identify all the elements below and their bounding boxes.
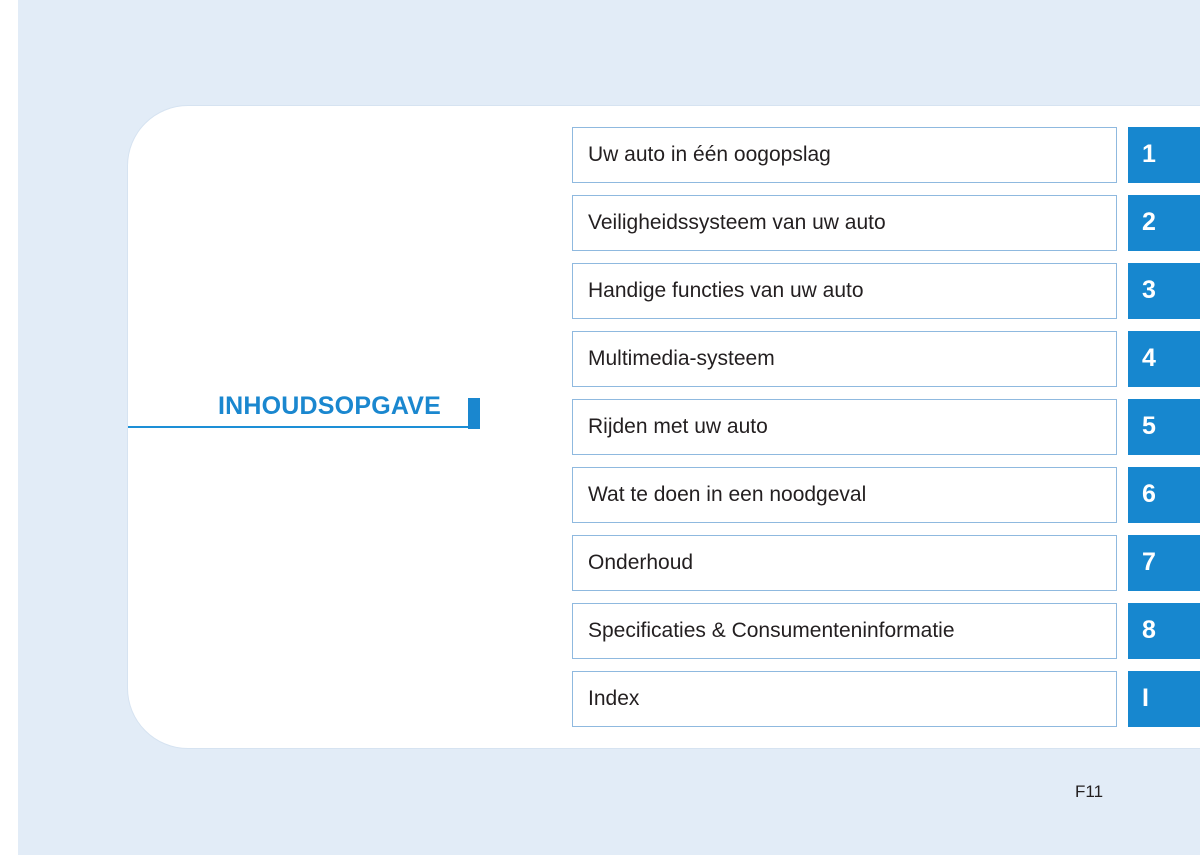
- toc-item-index[interactable]: [572, 671, 1200, 727]
- toc-chapter-number: 8: [1142, 616, 1156, 644]
- toc-chapter-number: 4: [1142, 344, 1156, 372]
- toc-item-6[interactable]: [572, 467, 1200, 523]
- toc-item-label: Specificaties & Consumenteninformatie: [588, 619, 955, 642]
- heading-marker: [468, 398, 480, 429]
- toc-item-4[interactable]: [572, 331, 1200, 387]
- toc-chapter-tab[interactable]: [1128, 331, 1200, 387]
- toc-item-5[interactable]: [572, 399, 1200, 455]
- toc-chapter-tab[interactable]: [1128, 671, 1200, 727]
- toc-item-box: [572, 127, 1117, 183]
- toc-item-label: Veiligheidssysteem van uw auto: [588, 211, 886, 234]
- toc-item-label: Onderhoud: [588, 551, 694, 574]
- toc-item-box: [572, 399, 1117, 455]
- toc-item-label: Uw auto in één oogopslag: [588, 143, 831, 166]
- toc-chapter-number: 6: [1142, 480, 1156, 508]
- toc-item-label: Handige functies van uw auto: [588, 279, 864, 302]
- toc-chapter-number: 7: [1142, 548, 1156, 576]
- toc-item-label: Index: [588, 687, 640, 710]
- toc-item-2[interactable]: [572, 195, 1200, 251]
- toc-chapter-tab[interactable]: [1128, 263, 1200, 319]
- page-title: INHOUDSOPGAVE: [218, 392, 441, 420]
- toc-item-7[interactable]: [572, 535, 1200, 591]
- toc-chapter-tab[interactable]: [1128, 467, 1200, 523]
- toc-item-box: [572, 603, 1117, 659]
- toc-chapter-tab[interactable]: [1128, 195, 1200, 251]
- page-code: F11: [1075, 782, 1104, 801]
- toc-chapter-tab[interactable]: [1128, 535, 1200, 591]
- toc-chapter-number: I: [1142, 684, 1149, 712]
- toc-chapter-number: 3: [1142, 276, 1156, 304]
- toc-item-label: Rijden met uw auto: [588, 415, 768, 438]
- toc-item-label: Wat te doen in een noodgeval: [588, 483, 867, 506]
- toc-item-box: [572, 263, 1117, 319]
- toc-item-box: [572, 535, 1117, 591]
- toc-item-box: [572, 331, 1117, 387]
- toc-chapter-tab[interactable]: [1128, 603, 1200, 659]
- toc-chapter-number: 2: [1142, 208, 1156, 236]
- toc-item-8[interactable]: [572, 603, 1200, 659]
- heading-underline: [128, 426, 472, 428]
- toc-item-box: [572, 195, 1117, 251]
- toc-chapter-number: 5: [1142, 412, 1156, 440]
- toc-chapter-tab[interactable]: [1128, 399, 1200, 455]
- toc-chapter-number: 1: [1142, 140, 1156, 168]
- toc-chapter-tab[interactable]: [1128, 127, 1200, 183]
- toc-item-3[interactable]: [572, 263, 1200, 319]
- toc-item-box: [572, 671, 1117, 727]
- toc-item-box: [572, 467, 1117, 523]
- toc-item-label: Multimedia-systeem: [588, 347, 775, 370]
- toc-item-1[interactable]: [572, 127, 1200, 183]
